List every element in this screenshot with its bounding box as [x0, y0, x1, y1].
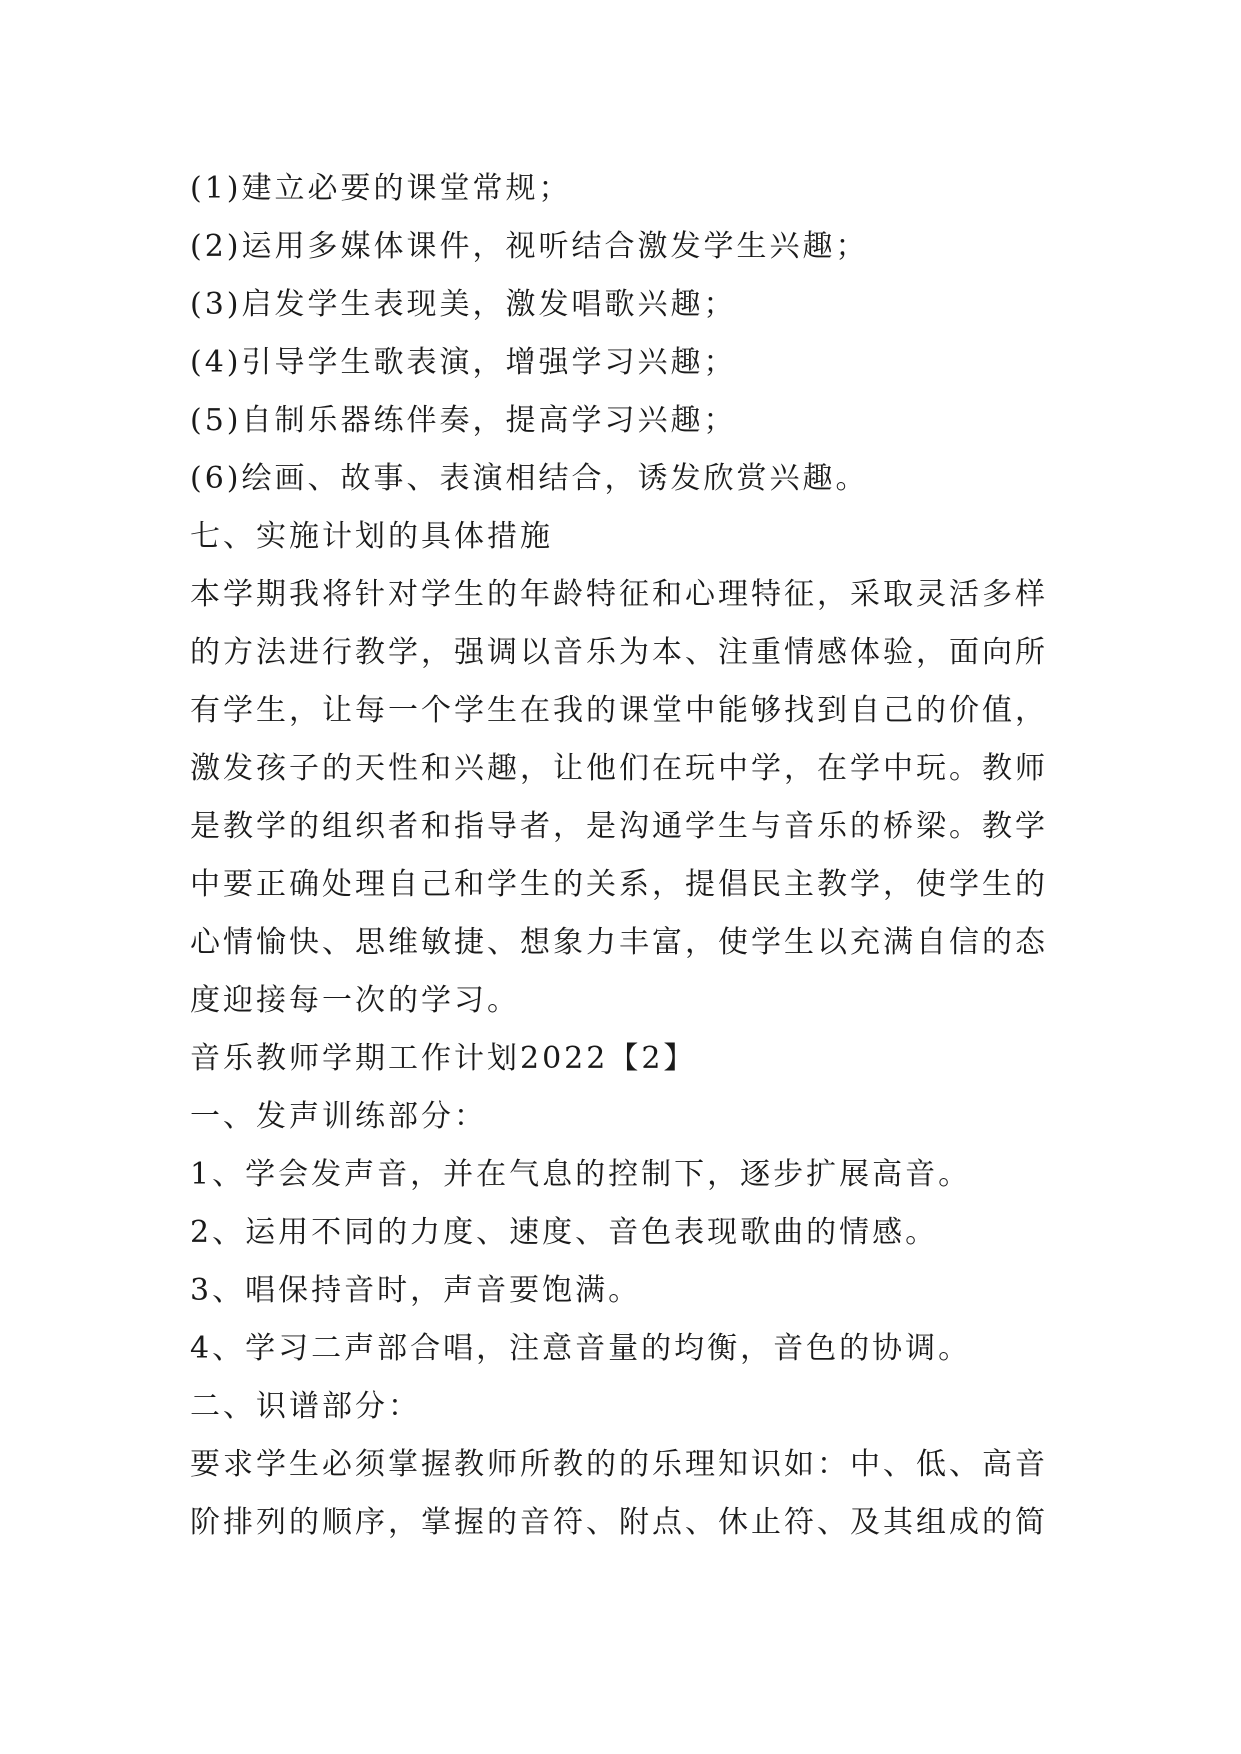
list-item: 1、学会发声音，并在气息的控制下，逐步扩展高音。 — [190, 1157, 972, 1192]
list-item: (6)绘画、故事、表演相结合，诱发欣赏兴趣。 — [190, 461, 869, 496]
paragraph-line: 阶排列的顺序，掌握的音符、附点、休止符、及其组成的简 — [190, 1505, 1048, 1540]
list-item: 4、学习二声部合唱，注意音量的均衡，音色的协调。 — [190, 1331, 972, 1366]
interest-methods-list — [190, 160, 1070, 508]
paragraph-line: 的方法进行教学，强调以音乐为本、注重情感体验，面向所 — [190, 635, 1048, 670]
vocal-training-list — [190, 1146, 1070, 1378]
list-item: (3)启发学生表现美，激发唱歌兴趣； — [190, 287, 737, 322]
paragraph-line: 是教学的组织者和指导者，是沟通学生与音乐的桥梁。教学 — [190, 809, 1048, 844]
plan-title: 音乐教师学期工作计划2022【2】 — [190, 1041, 697, 1076]
section-heading: 一、发声训练部分： — [190, 1099, 487, 1134]
paragraph-line: 中要正确处理自己和学生的关系，提倡民主教学，使学生的 — [190, 867, 1048, 902]
paragraph-line: 有学生，让每一个学生在我的课堂中能够找到自己的价值， — [190, 693, 1048, 728]
paragraph-line: 心情愉快、思维敏捷、想象力丰富，使学生以充满自信的态 — [190, 925, 1048, 960]
list-item: (1)建立必要的课堂常规； — [190, 171, 572, 206]
list-item: 2、运用不同的力度、速度、音色表现歌曲的情感。 — [190, 1215, 939, 1250]
paragraph-line: 要求学生必须掌握教师所教的的乐理知识如：中、低、高音 — [190, 1447, 1048, 1482]
list-item: (2)运用多媒体课件，视听结合激发学生兴趣； — [190, 229, 869, 264]
paragraph-line: 度迎接每一次的学习。 — [190, 983, 520, 1018]
paragraph-line: 本学期我将针对学生的年龄特征和心理特征，采取灵活多样 — [190, 577, 1048, 612]
section-heading: 二、识谱部分： — [190, 1389, 421, 1424]
section-heading: 七、实施计划的具体措施 — [190, 519, 553, 554]
section-paragraph — [190, 566, 1070, 1030]
document-body — [190, 160, 1070, 1552]
paragraph-line: 激发孩子的天性和兴趣，让他们在玩中学，在学中玩。教师 — [190, 751, 1048, 786]
list-item: 3、唱保持音时，声音要饱满。 — [190, 1273, 642, 1308]
list-item: (4)引导学生歌表演，增强学习兴趣； — [190, 345, 737, 380]
section-paragraph — [190, 1436, 1070, 1552]
list-item: (5)自制乐器练伴奏，提高学习兴趣； — [190, 403, 737, 438]
